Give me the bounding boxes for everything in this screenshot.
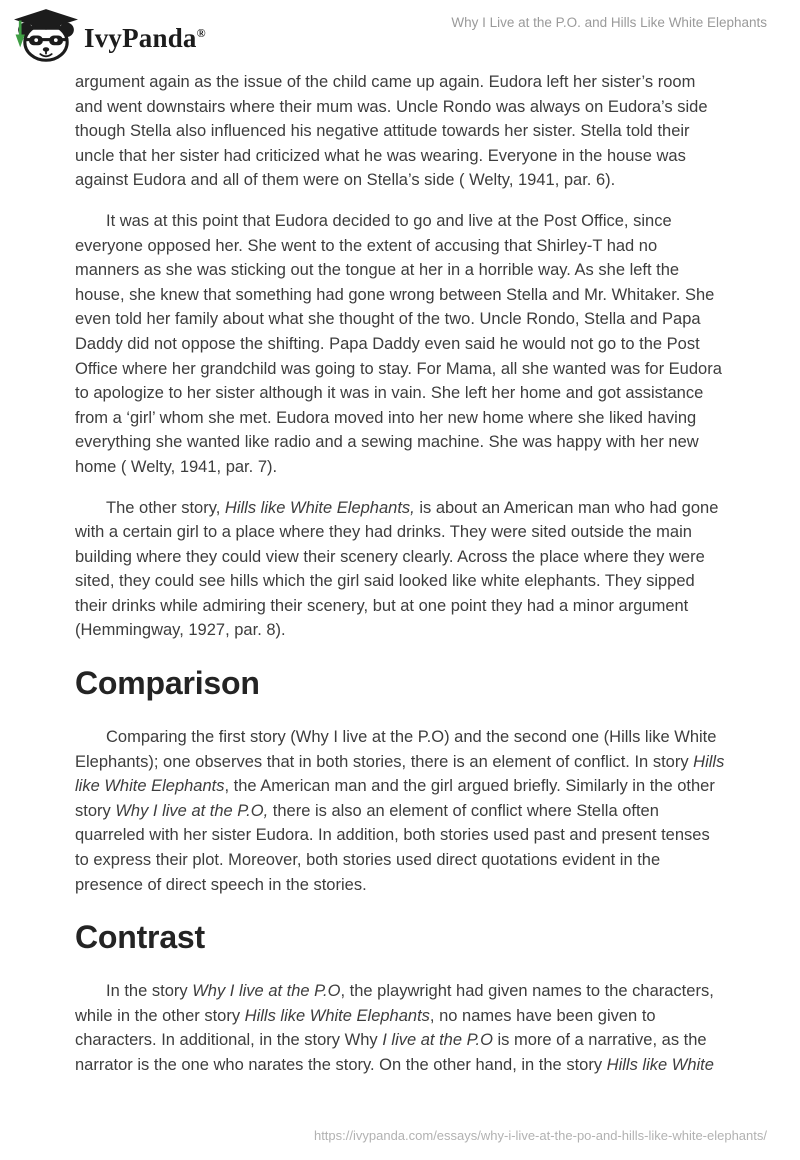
heading-contrast: Contrast: [75, 919, 205, 956]
heading-comparison: Comparison: [75, 665, 260, 702]
story-title-italic: Hills like White Elephants,: [224, 498, 415, 517]
paragraph: [75, 209, 725, 480]
story-title-italic: Hills like White: [606, 1056, 714, 1074]
paragraph: [75, 979, 725, 1077]
story-title-italic: Why I live at the P.O,: [115, 801, 269, 820]
paragraph: [75, 725, 725, 897]
brand-text: IvyPanda: [84, 23, 197, 53]
paragraph-text: The other story,: [106, 498, 225, 517]
panda-graduation-cap-icon: [14, 9, 78, 63]
story-title-italic: Hills like White Elephants: [244, 1006, 430, 1025]
paragraph-text: , the playwright had given names to the characters, while in the other story: [75, 982, 714, 1025]
paragraph-text: is about an American man who had gone with a certain girl to a place where they had drinks. They were sited outside the main building where they could view their scenery clearly. Across the place where they were sited, they could see hills which the girl said looked like white elephants. They sipped their drinks while admiring their scenery, but at one point they had a minor argument (Hemmingway, 1927, par. 8).: [75, 498, 719, 640]
ivypanda-logo: [14, 6, 206, 65]
page-header: [14, 6, 767, 65]
paragraph-continuation: [75, 70, 725, 193]
running-head-title: Why I Live at the P.O. and Hills Like White Elephants: [451, 15, 767, 30]
brand-name: [84, 6, 206, 65]
paragraph: [75, 496, 725, 644]
paragraph-text: argument again as the issue of the child came up again. Eudora left her sister’s room and went downstairs where their mum was. Uncle Rondo was always on Eudora’s side though Stella also influenced his negative attitude towards her sister. Stella told their uncle that her sister had criticized what he was wearing. Everyone in the house was against Eudora and all of them were on Stella’s side ( Welty, 1941, par. 6).: [75, 73, 708, 190]
story-title-italic: Hills like White Elephants: [75, 752, 725, 796]
essay-content: [75, 70, 725, 1094]
paragraph-text: Comparing the first story (Why I live at the P.O) and the second one (Hills like White Elephants); one observes that in both stories, there is an element of conflict. In story: [75, 728, 717, 771]
paragraph-text: , the American man and the girl argued briefly. Similarly in the other story: [75, 777, 715, 820]
source-url: https://ivypanda.com/essays/why-i-live-at-the-po-and-hills-like-white-elephants/: [313, 1128, 767, 1143]
paragraph-text: there is also an element of conflict where Stella often quarreled with her sister Eudora. In addition, both stories used past and present tenses to express their plot. Moreover, both stories used direct quotations evident in the presence of direct speech in the stories.: [75, 801, 710, 894]
paragraph-text: is more of a narrative, as the narrator is the one who narates the story. On the other hand, in the story: [75, 1031, 707, 1074]
page-footer: [314, 1128, 767, 1143]
story-title-italic: I live at the P.O: [382, 1031, 493, 1050]
paragraph-text: In the story: [106, 982, 193, 1001]
story-title-italic: Why I live at the P.O: [192, 982, 341, 1001]
registered-trademark-symbol: ®: [196, 26, 206, 40]
paragraph-text: , no names have been given to characters. In additional, in the story Why: [75, 1006, 656, 1050]
paragraph-text: It was at this point that Eudora decided to go and live at the Post Office, since everyone opposed her. She went to the extent of accusing that Shirley-T had no manners as she was sticking out the tongue at her in a horrible way. As she left the house, she knew that something had gone wrong between Stella and Mr. Whitaker. She even told her family about what she thought of the two. Uncle Rondo, Stella and Papa Daddy did not oppose the shifting. Papa Daddy even said he would not go to the Post Office where her grandchild was going to stay. For Mama, all she wanted was for Eudora to apologize to her sister although it was in vain. She left her home and got assistance from a ‘girl’ whom she met. Eudora moved into her new home where she liked having everything she wanted like radio and a sewing machine. She was happy with her new home ( Welty, 1941, par. 7).: [75, 211, 722, 476]
